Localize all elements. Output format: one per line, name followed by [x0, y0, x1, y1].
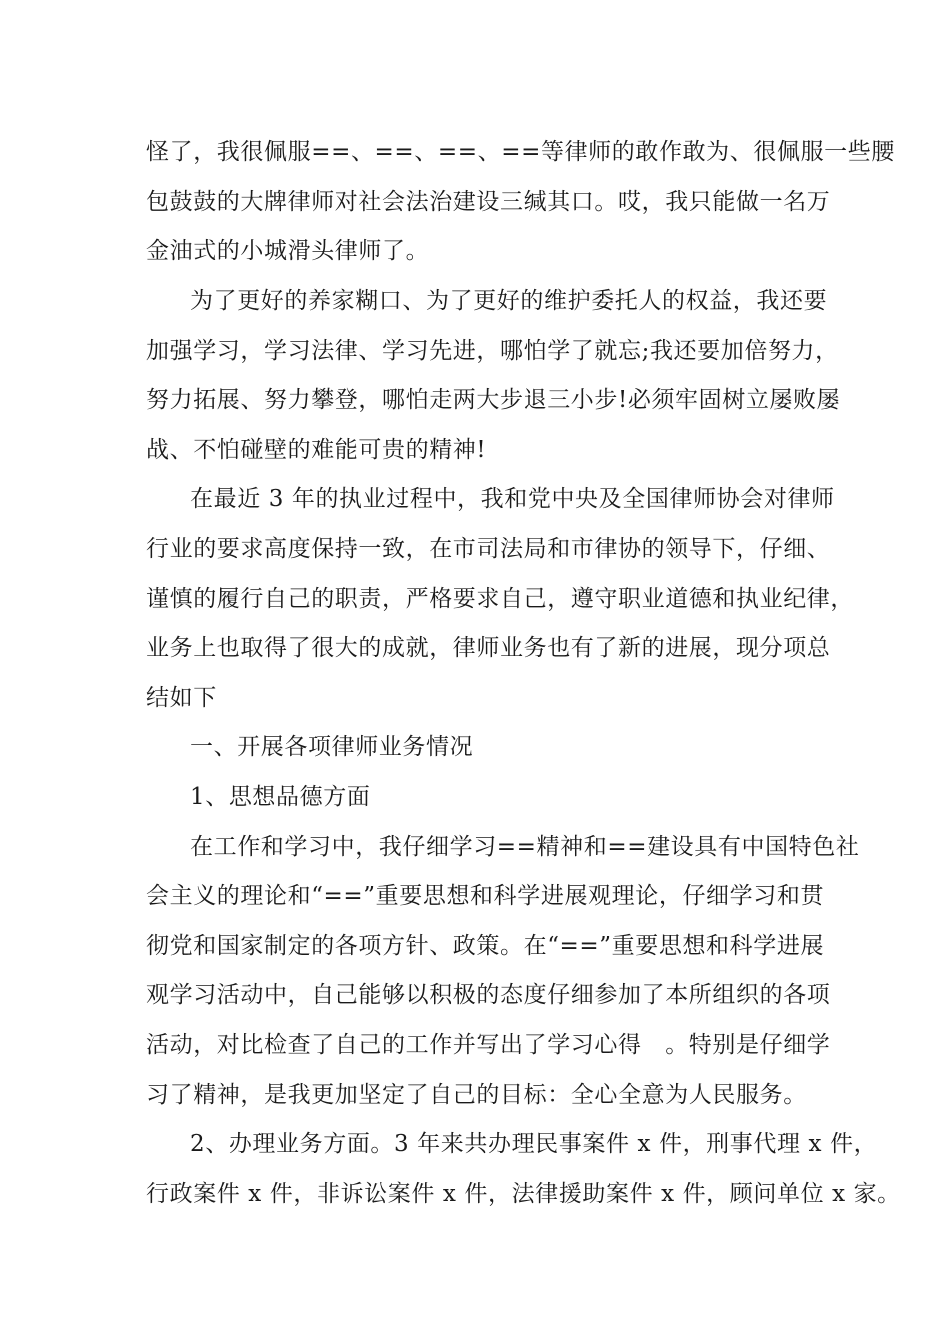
paragraph-start-line: 在最近 3 年的执业过程中，我和党中央及全国律师协会对律师: [190, 486, 835, 512]
text-line: 观学习活动中，自己能够以积极的态度仔细参加了本所组织的各项: [146, 982, 831, 1008]
text-line: 习了精神，是我更加坚定了自己的目标：全心全意为人民服务。: [146, 1082, 807, 1108]
text-line: 金油式的小城滑头律师了。: [146, 238, 430, 264]
text-line: 谨慎的履行自己的职责，严格要求自己，遵守职业道德和执业纪律，: [146, 586, 854, 612]
paragraph-start-line: 2、办理业务方面。3 年来共办理民事案件 x 件，刑事代理 x 件，: [190, 1131, 878, 1157]
text-line: 业务上也取得了很大的成就，律师业务也有了新的进展，现分项总: [146, 635, 831, 661]
text-line: 行业的要求高度保持一致，在市司法局和市律协的领导下，仔细、: [146, 536, 831, 562]
text-line: 活动，对比检查了自己的工作并写出了学习心得 。特别是仔细学: [146, 1032, 831, 1058]
text-line: 行政案件 x 件，非诉讼案件 x 件，法律援助案件 x 件，顾问单位 x 家。: [146, 1181, 901, 1207]
text-line: 战、不怕碰壁的难能可贵的精神!: [146, 437, 487, 463]
subsection-heading: 1、思想品德方面: [190, 784, 371, 810]
paragraph-start-line: 为了更好的养家糊口、为了更好的维护委托人的权益，我还要: [190, 288, 828, 314]
text-line: 努力拓展、努力攀登，哪怕走两大步退三小步!必须牢固树立屡败屡: [146, 387, 841, 413]
section-heading: 一、开展各项律师业务情况: [190, 734, 474, 760]
text-line: 怪了，我很佩服==、==、==、==等律师的敢作敢为、很佩服一些腰: [146, 139, 895, 165]
text-line: 彻党和国家制定的各项方针、政策。在“==”重要思想和科学进展: [146, 933, 825, 959]
text-line: 会主义的理论和“==”重要思想和科学进展观理论，仔细学习和贯: [146, 883, 825, 909]
paragraph-start-line: 在工作和学习中，我仔细学习==精神和==建设具有中国特色社: [190, 834, 860, 860]
text-line: 加强学习，学习法律、学习先进，哪怕学了就忘;我还要加倍努力，: [146, 338, 839, 364]
text-line: 包鼓鼓的大牌律师对社会法治建设三缄其口。哎，我只能做一名万: [146, 189, 831, 215]
text-line: 结如下: [146, 685, 217, 711]
